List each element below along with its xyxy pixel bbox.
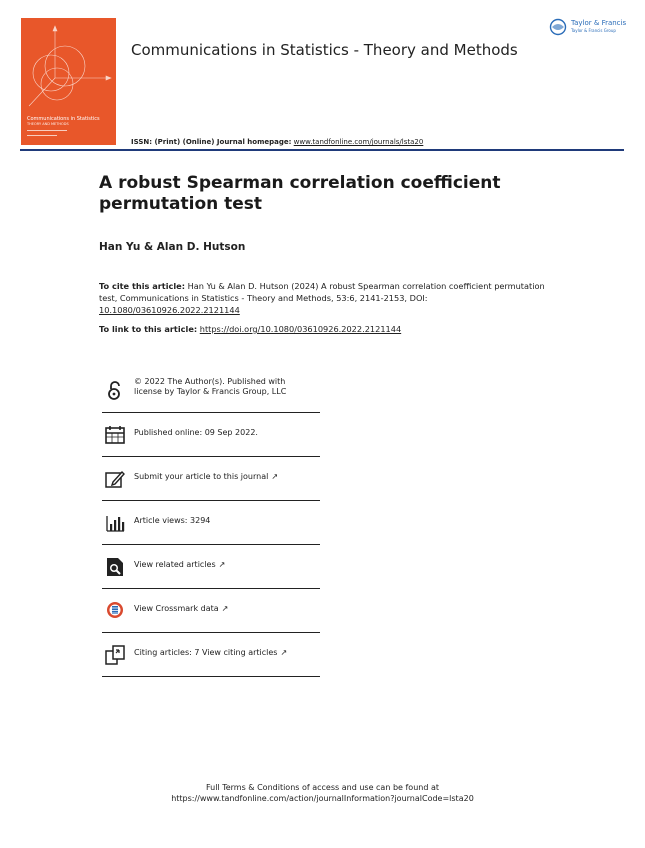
crossmark-row[interactable]: [102, 588, 320, 633]
license-line-2: license by Taylor & Francis Group, LLC: [134, 387, 287, 396]
calendar-icon: [104, 424, 126, 446]
cite-text: Han Yu & Alan D. Hutson (2024) A robust Spearman correlation coefficient permutation test, Communications in Statistics - Theory and Methods, 53:6, 2141-2153, DOI:: [99, 281, 545, 303]
journal-name: Communications in Statistics - Theory and Methods: [131, 41, 518, 59]
article-authors: Han Yu & Alan D. Hutson: [99, 241, 246, 253]
external-link-icon: ↗: [271, 472, 279, 481]
journal-cover: [21, 18, 116, 145]
views-text: Article views: 3294: [134, 516, 211, 525]
citation-block: [99, 280, 549, 316]
related-articles-icon: [104, 556, 126, 578]
publisher-logo-icon: [549, 18, 567, 36]
cover-subtitle: THEORY AND METHODS: [27, 122, 69, 126]
footer-terms-link[interactable]: https://www.tandfonline.com/action/journalInformation?journalCode=lsta20: [171, 794, 474, 803]
article-title: A robust Spearman correlation coefficient permutation test: [99, 173, 501, 214]
header-divider: [20, 149, 624, 151]
crossmark-icon: [104, 600, 126, 622]
related-text[interactable]: [134, 560, 225, 570]
submit-row[interactable]: [102, 456, 320, 501]
related-label[interactable]: View related articles: [134, 560, 216, 569]
external-link-icon: ↗: [280, 648, 288, 657]
license-line-1: © 2022 The Author(s). Published with: [134, 377, 286, 386]
publisher-subname: Taylor & Francis Group: [571, 28, 616, 33]
journal-homepage-link[interactable]: www.tandfonline.com/journals/lsta20: [293, 138, 424, 146]
article-url-link[interactable]: https://doi.org/10.1080/03610926.2022.2121144: [199, 324, 402, 334]
published-row: [102, 412, 320, 457]
cover-line: [27, 135, 57, 136]
link-line: [99, 324, 401, 334]
crossmark-text[interactable]: [134, 604, 228, 614]
issn-label: ISSN: (Print) (Online) Journal homepage:: [131, 138, 292, 146]
external-link-icon: ↗: [218, 560, 226, 569]
citing-row[interactable]: [102, 632, 320, 677]
citing-text[interactable]: [134, 648, 287, 658]
submit-label[interactable]: Submit your article to this journal: [134, 472, 269, 481]
footer: [0, 782, 645, 804]
crossmark-label[interactable]: View Crossmark data: [134, 604, 219, 613]
cover-title: Communications in Statistics: [27, 116, 100, 122]
publisher-name: Taylor & Francis: [571, 19, 627, 27]
cover-line: [27, 130, 67, 131]
views-row: [102, 500, 320, 545]
doi-link[interactable]: 10.1080/03610926.2022.2121144: [99, 305, 240, 315]
edit-icon: [104, 468, 126, 490]
submit-text[interactable]: [134, 472, 278, 482]
license-text: [134, 377, 286, 397]
cite-label: To cite this article:: [99, 281, 185, 291]
open-access-icon: [104, 380, 126, 402]
citing-articles-icon: [104, 644, 126, 666]
published-text: Published online: 09 Sep 2022.: [134, 428, 258, 437]
journal-meta: [131, 138, 423, 146]
link-label: To link to this article:: [99, 324, 198, 334]
related-row[interactable]: [102, 544, 320, 589]
external-link-icon: ↗: [221, 604, 229, 613]
footer-line-1: Full Terms & Conditions of access and use can be found at: [205, 783, 439, 792]
bar-chart-icon: [104, 512, 126, 534]
citing-label[interactable]: Citing articles: 7 View citing articles: [134, 648, 278, 657]
publisher-logo[interactable]: [549, 18, 629, 38]
license-row: [102, 368, 320, 413]
